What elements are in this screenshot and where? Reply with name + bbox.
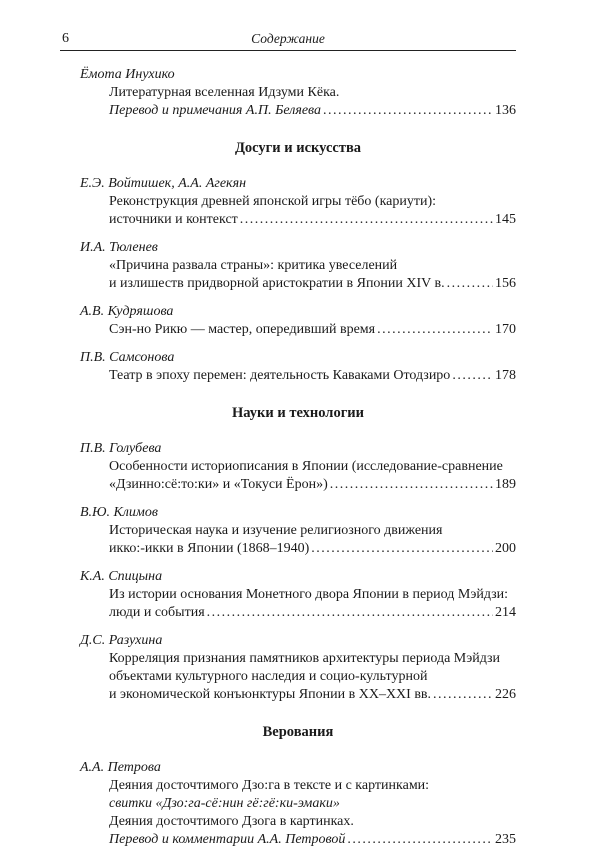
title-last-line	[109, 275, 516, 293]
entry-page: 178	[495, 368, 516, 383]
toc-entry	[80, 632, 516, 704]
toc-entry	[80, 568, 516, 622]
entry-author: А.А. Петрова	[80, 760, 161, 775]
title-line-text: «Дзинно:сё:то:ки» и «Токуси Ёрон»)	[109, 477, 328, 492]
title-line: Корреляция признания памятников архитектуры периода Мэйдзи	[109, 651, 501, 666]
title-last-line	[109, 604, 516, 622]
dot-leader	[377, 321, 493, 339]
title-line-text: Театр в эпоху перемен: деятельность Каваками Отодзиро	[109, 368, 451, 383]
title-line: «Причина развала страны»: критика увеселений	[109, 258, 398, 273]
title-last-line	[109, 476, 516, 494]
dot-leader	[447, 275, 493, 293]
entry-page: 170	[495, 322, 516, 337]
toc-section	[80, 140, 516, 385]
toc-section	[80, 405, 516, 704]
title-last-line	[109, 831, 516, 849]
entry-author: В.Ю. Климов	[80, 505, 158, 520]
toc-entry	[80, 239, 516, 293]
title-line-text: источники и контекст	[109, 212, 238, 227]
dot-leader	[207, 604, 493, 622]
dot-leader	[311, 540, 493, 558]
dot-leader	[330, 476, 493, 494]
title-last-line	[109, 540, 516, 558]
entry-title	[80, 321, 516, 339]
dot-leader	[452, 367, 493, 385]
toc-entry	[80, 440, 516, 494]
title-line: Из истории основания Монетного двора Японии в период Мэйдзи:	[109, 587, 509, 602]
title-last-line	[109, 211, 516, 229]
title-line: Историческая наука и изучение религиозного движения	[109, 523, 443, 538]
entry-title	[80, 193, 516, 229]
entry-page: 235	[495, 832, 516, 847]
dot-leader	[433, 686, 493, 704]
entry-title	[80, 367, 516, 385]
toc-entry	[80, 349, 516, 385]
section-title: Науки и технологии	[232, 405, 364, 421]
toc-entry	[80, 759, 516, 849]
entry-title	[80, 522, 516, 558]
title-line-text: и экономической конъюнктуры Японии в XX–XXI вв.	[109, 687, 432, 702]
entry-author: И.А. Тюленев	[80, 240, 158, 255]
title-line-text: Перевод и примечания А.П. Беляева	[109, 103, 322, 118]
entry-author: П.В. Голубева	[80, 441, 162, 456]
title-line: Реконструкция древней японской игры тёбо (кариути):	[109, 194, 437, 209]
title-line: Деяния досточтимого Дзо:га в тексте и с картинками:	[109, 778, 430, 793]
entry-author: Д.С. Разухина	[80, 633, 163, 648]
title-line-text: люди и события	[109, 605, 205, 620]
dot-leader	[347, 831, 493, 849]
toc-entry	[80, 504, 516, 558]
title-last-line	[109, 102, 516, 120]
title-line-text: и излишеств придворной аристократии в Японии XIV в.	[109, 276, 445, 291]
section-title: Досуги и искусства	[234, 140, 362, 156]
running-title: Содержание	[251, 31, 325, 46]
table-of-contents	[80, 66, 516, 859]
entry-author: К.А. Спицына	[80, 569, 163, 584]
title-line-text: Перевод и комментарии А.А. Петровой	[109, 832, 346, 847]
entry-author: Е.Э. Войтишек, А.А. Агекян	[80, 176, 247, 191]
entry-page: 136	[495, 103, 516, 118]
dot-leader	[323, 102, 493, 120]
title-line: Особенности историописания в Японии (исследование-сравнение	[109, 459, 503, 474]
entry-page: 156	[495, 276, 516, 291]
entry-page: 200	[495, 541, 516, 556]
entry-page: 145	[495, 212, 516, 227]
toc-section	[80, 724, 516, 849]
toc-entry	[80, 66, 516, 120]
title-line: объектами культурного наследия и социо-культурной	[109, 669, 428, 684]
dot-leader	[240, 211, 493, 229]
entry-title	[80, 257, 516, 293]
entry-title	[80, 777, 516, 849]
title-last-line	[109, 686, 516, 704]
entry-page: 189	[495, 477, 516, 492]
toc-entry	[80, 303, 516, 339]
entry-author: Ёмота Инухико	[80, 67, 175, 82]
entry-author: А.В. Кудряшова	[80, 304, 174, 319]
title-line: свитки «Дзо:га-сё:нин гё:гё:ки-эмаки»	[109, 796, 340, 811]
entry-title	[80, 586, 516, 622]
toc-entry	[80, 175, 516, 229]
title-line: Деяния досточтимого Дзога в картинках.	[109, 814, 354, 829]
page-header	[60, 30, 516, 51]
page-number: 6	[62, 31, 69, 46]
entry-author: П.В. Самсонова	[80, 350, 175, 365]
entry-title	[80, 650, 516, 704]
title-line: Литературная вселенная Идзуми Кёка.	[109, 85, 340, 100]
title-line-text: Сэн-но Рикю — мастер, опередивший время	[109, 322, 376, 337]
entry-title	[80, 84, 516, 120]
title-last-line	[109, 367, 516, 385]
entry-page: 226	[495, 687, 516, 702]
section-title: Верования	[262, 724, 334, 740]
entry-page: 214	[495, 605, 516, 620]
title-last-line	[109, 321, 516, 339]
entry-title	[80, 458, 516, 494]
title-line-text: икко:-икки в Японии (1868–1940)	[109, 541, 310, 556]
